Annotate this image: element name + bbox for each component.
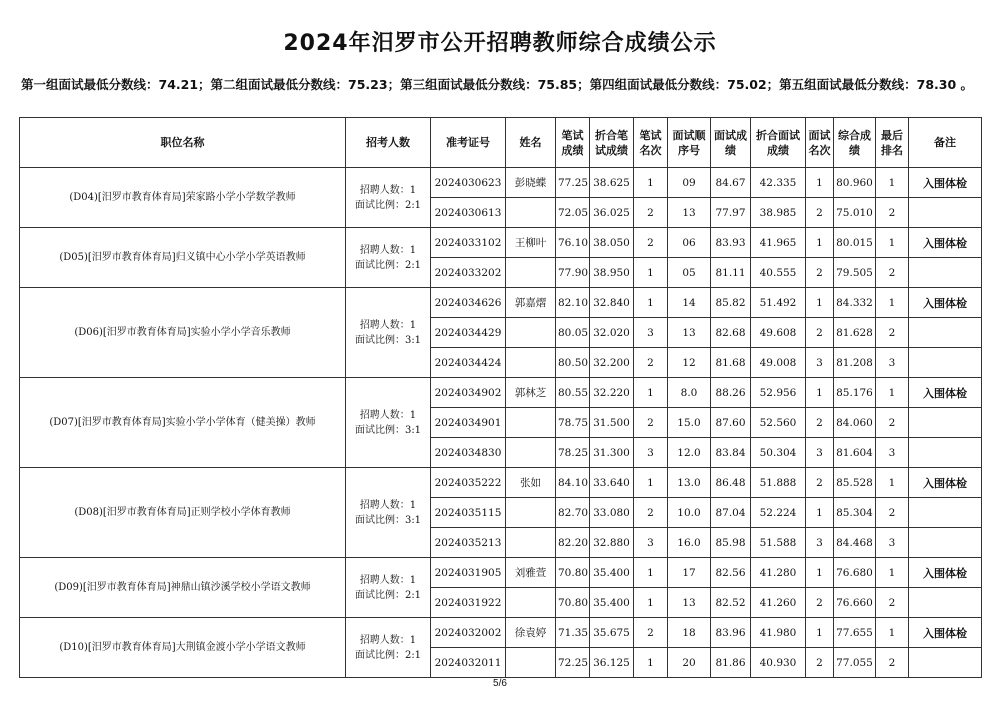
header-cell: 职位名称: [20, 118, 346, 168]
final-rank-cell: 1: [876, 618, 909, 648]
interview-ratio: 面试比例：3:1: [354, 334, 422, 346]
written-score-cell: 78.25: [556, 438, 590, 468]
results-table: [19, 117, 982, 678]
name-cell: 彭晓蝶: [506, 168, 556, 198]
header-cell: 面试成绩: [711, 118, 751, 168]
final-rank-cell: 1: [876, 558, 909, 588]
written-converted-cell: 36.125: [590, 648, 634, 678]
header-cell: 笔试名次: [634, 118, 668, 168]
header-cell: 折合笔试成绩: [590, 118, 634, 168]
written-score-cell: 71.35: [556, 618, 590, 648]
written-converted-cell: 32.880: [590, 528, 634, 558]
interview-score-cell: 85.82: [711, 288, 751, 318]
name-cell: [506, 198, 556, 228]
exam-id-cell: 2024034429: [431, 318, 506, 348]
interview-score-cell: 82.56: [711, 558, 751, 588]
position-name-cell: (D07)[汨罗市教育体育局]实验小学小学体育（健美操）教师: [20, 378, 346, 468]
final-rank-cell: 1: [876, 168, 909, 198]
interview-score-cell: 77.97: [711, 198, 751, 228]
interview-rank-cell: 3: [806, 528, 834, 558]
interview-order-cell: 13.0: [668, 468, 711, 498]
total-score-cell: 80.015: [834, 228, 876, 258]
exam-id-cell: 2024035222: [431, 468, 506, 498]
written-rank-cell: 1: [634, 258, 668, 288]
recruit-count: 招聘人数：1: [359, 574, 417, 586]
page-title: 2024年汨罗市公开招聘教师综合成绩公示: [283, 31, 717, 56]
header-cell: 姓名: [506, 118, 556, 168]
written-converted-cell: 32.200: [590, 348, 634, 378]
interview-score-cell: 81.86: [711, 648, 751, 678]
written-converted-cell: 35.675: [590, 618, 634, 648]
interview-score-cell: 85.98: [711, 528, 751, 558]
interview-score-cell: 81.68: [711, 348, 751, 378]
name-cell: 郭林芝: [506, 378, 556, 408]
written-score-cell: 70.80: [556, 588, 590, 618]
name-cell: 王柳叶: [506, 228, 556, 258]
interview-score-cell: 84.67: [711, 168, 751, 198]
written-converted-cell: 38.950: [590, 258, 634, 288]
interview-order-cell: 18: [668, 618, 711, 648]
interview-ratio: 面试比例：2:1: [354, 259, 422, 271]
interview-order-cell: 20: [668, 648, 711, 678]
final-rank-cell: 2: [876, 498, 909, 528]
header-cell: 笔试成绩: [556, 118, 590, 168]
interview-converted-cell: 41.980: [751, 618, 806, 648]
name-cell: [506, 318, 556, 348]
exam-id-cell: 2024034830: [431, 438, 506, 468]
note-cell: [909, 648, 982, 678]
written-converted-cell: 33.080: [590, 498, 634, 528]
written-rank-cell: 1: [634, 588, 668, 618]
note-cell: 入围体检: [909, 558, 982, 588]
header-cell: 面试名次: [806, 118, 834, 168]
written-score-cell: 76.10: [556, 228, 590, 258]
written-converted-cell: 35.400: [590, 558, 634, 588]
interview-converted-cell: 51.588: [751, 528, 806, 558]
table-row: [20, 468, 982, 498]
exam-id-cell: 2024033202: [431, 258, 506, 288]
recruit-info-cell: [346, 228, 431, 288]
note-cell: [909, 348, 982, 378]
interview-rank-cell: 2: [806, 258, 834, 288]
interview-converted-cell: 38.985: [751, 198, 806, 228]
interview-converted-cell: 52.956: [751, 378, 806, 408]
written-score-cell: 80.05: [556, 318, 590, 348]
interview-rank-cell: 1: [806, 558, 834, 588]
interview-order-cell: 06: [668, 228, 711, 258]
position-name-cell: (D06)[汨罗市教育体育局]实验小学小学音乐教师: [20, 288, 346, 378]
recruit-info-cell: [346, 618, 431, 678]
recruit-count: 招聘人数：1: [359, 319, 417, 331]
header-cell: 备注: [909, 118, 982, 168]
interview-order-cell: 13: [668, 588, 711, 618]
interview-rank-cell: 1: [806, 228, 834, 258]
interview-converted-cell: 52.560: [751, 408, 806, 438]
name-cell: 徐袁婷: [506, 618, 556, 648]
interview-converted-cell: 42.335: [751, 168, 806, 198]
interview-order-cell: 14: [668, 288, 711, 318]
total-score-cell: 84.332: [834, 288, 876, 318]
interview-score-cell: 87.60: [711, 408, 751, 438]
total-score-cell: 79.505: [834, 258, 876, 288]
interview-converted-cell: 49.008: [751, 348, 806, 378]
interview-order-cell: 13: [668, 318, 711, 348]
interview-rank-cell: 2: [806, 318, 834, 348]
interview-score-cell: 83.84: [711, 438, 751, 468]
interview-order-cell: 12: [668, 348, 711, 378]
interview-rank-cell: 1: [806, 288, 834, 318]
recruit-info-cell: [346, 378, 431, 468]
name-cell: [506, 258, 556, 288]
final-rank-cell: 3: [876, 528, 909, 558]
cutoff-scores-line: 第一组面试最低分数线：74.21；第二组面试最低分数线：75.23；第三组面试最低分数线：75.85；第四组面试最低分数线：75.02；第五组面试最低分数线：78.30 。: [21, 77, 974, 92]
written-score-cell: 77.25: [556, 168, 590, 198]
interview-score-cell: 83.93: [711, 228, 751, 258]
total-score-cell: 77.055: [834, 648, 876, 678]
recruit-count: 招聘人数：1: [359, 634, 417, 646]
final-rank-cell: 1: [876, 228, 909, 258]
exam-id-cell: 2024033102: [431, 228, 506, 258]
name-cell: 刘雅萱: [506, 558, 556, 588]
interview-ratio: 面试比例：2:1: [354, 199, 422, 211]
interview-order-cell: 13: [668, 198, 711, 228]
recruit-count: 招聘人数：1: [359, 409, 417, 421]
written-score-cell: 77.90: [556, 258, 590, 288]
written-score-cell: 70.80: [556, 558, 590, 588]
recruit-count: 招聘人数：1: [359, 184, 417, 196]
interview-rank-cell: 2: [806, 408, 834, 438]
exam-id-cell: 2024034626: [431, 288, 506, 318]
written-score-cell: 72.25: [556, 648, 590, 678]
interview-order-cell: 17: [668, 558, 711, 588]
interview-score-cell: 83.96: [711, 618, 751, 648]
interview-rank-cell: 1: [806, 168, 834, 198]
interview-rank-cell: 2: [806, 588, 834, 618]
final-rank-cell: 2: [876, 588, 909, 618]
exam-id-cell: 2024034424: [431, 348, 506, 378]
interview-rank-cell: 3: [806, 438, 834, 468]
note-cell: [909, 198, 982, 228]
interview-order-cell: 09: [668, 168, 711, 198]
written-score-cell: 80.55: [556, 378, 590, 408]
interview-ratio: 面试比例：2:1: [354, 649, 422, 661]
recruit-info-cell: [346, 558, 431, 618]
header-cell: 综合成绩: [834, 118, 876, 168]
exam-id-cell: 2024030613: [431, 198, 506, 228]
recruit-count: 招聘人数：1: [359, 499, 417, 511]
final-rank-cell: 3: [876, 348, 909, 378]
total-score-cell: 80.960: [834, 168, 876, 198]
name-cell: [506, 348, 556, 378]
written-score-cell: 82.20: [556, 528, 590, 558]
written-score-cell: 84.10: [556, 468, 590, 498]
header-cell: 最后排名: [876, 118, 909, 168]
interview-rank-cell: 1: [806, 378, 834, 408]
interview-score-cell: 88.26: [711, 378, 751, 408]
final-rank-cell: 3: [876, 438, 909, 468]
written-score-cell: 82.70: [556, 498, 590, 528]
exam-id-cell: 2024032002: [431, 618, 506, 648]
note-cell: [909, 258, 982, 288]
final-rank-cell: 1: [876, 288, 909, 318]
total-score-cell: 81.208: [834, 348, 876, 378]
written-rank-cell: 2: [634, 498, 668, 528]
total-score-cell: 81.604: [834, 438, 876, 468]
interview-converted-cell: 52.224: [751, 498, 806, 528]
interview-ratio: 面试比例：3:1: [354, 424, 422, 436]
interview-score-cell: 87.04: [711, 498, 751, 528]
interview-order-cell: 16.0: [668, 528, 711, 558]
written-converted-cell: 35.400: [590, 588, 634, 618]
interview-order-cell: 15.0: [668, 408, 711, 438]
note-cell: 入围体检: [909, 168, 982, 198]
written-rank-cell: 1: [634, 468, 668, 498]
written-converted-cell: 32.020: [590, 318, 634, 348]
written-converted-cell: 33.640: [590, 468, 634, 498]
note-cell: [909, 318, 982, 348]
interview-rank-cell: 3: [806, 348, 834, 378]
total-score-cell: 75.010: [834, 198, 876, 228]
interview-order-cell: 05: [668, 258, 711, 288]
written-converted-cell: 31.500: [590, 408, 634, 438]
written-rank-cell: 2: [634, 198, 668, 228]
note-cell: 入围体检: [909, 468, 982, 498]
written-converted-cell: 32.840: [590, 288, 634, 318]
position-name-cell: (D04)[汨罗市教育体育局]荣家路小学小学数学教师: [20, 168, 346, 228]
written-score-cell: 82.10: [556, 288, 590, 318]
interview-order-cell: 8.0: [668, 378, 711, 408]
interview-ratio: 面试比例：2:1: [354, 589, 422, 601]
name-cell: [506, 498, 556, 528]
note-cell: [909, 588, 982, 618]
interview-converted-cell: 40.930: [751, 648, 806, 678]
written-score-cell: 80.50: [556, 348, 590, 378]
final-rank-cell: 1: [876, 468, 909, 498]
note-cell: 入围体检: [909, 618, 982, 648]
interview-rank-cell: 2: [806, 198, 834, 228]
written-converted-cell: 38.625: [590, 168, 634, 198]
written-converted-cell: 38.050: [590, 228, 634, 258]
header-cell: 准考证号: [431, 118, 506, 168]
interview-converted-cell: 49.608: [751, 318, 806, 348]
name-cell: [506, 438, 556, 468]
recruit-info-cell: [346, 168, 431, 228]
written-rank-cell: 1: [634, 378, 668, 408]
table-row: [20, 168, 982, 198]
interview-order-cell: 10.0: [668, 498, 711, 528]
interview-converted-cell: 40.555: [751, 258, 806, 288]
name-cell: 张如: [506, 468, 556, 498]
written-rank-cell: 2: [634, 408, 668, 438]
total-score-cell: 84.060: [834, 408, 876, 438]
total-score-cell: 84.468: [834, 528, 876, 558]
exam-id-cell: 2024035213: [431, 528, 506, 558]
written-rank-cell: 1: [634, 558, 668, 588]
interview-order-cell: 12.0: [668, 438, 711, 468]
position-name-cell: (D08)[汨罗市教育体育局]正则学校小学体育教师: [20, 468, 346, 558]
written-score-cell: 78.75: [556, 408, 590, 438]
recruit-info-cell: [346, 288, 431, 378]
written-rank-cell: 2: [634, 228, 668, 258]
header-cell: 招考人数: [346, 118, 431, 168]
interview-ratio: 面试比例：3:1: [354, 514, 422, 526]
note-cell: [909, 528, 982, 558]
interview-score-cell: 82.68: [711, 318, 751, 348]
total-score-cell: 76.680: [834, 558, 876, 588]
table-row: [20, 558, 982, 588]
written-rank-cell: 2: [634, 348, 668, 378]
name-cell: [506, 408, 556, 438]
name-cell: [506, 588, 556, 618]
total-score-cell: 81.628: [834, 318, 876, 348]
written-converted-cell: 31.300: [590, 438, 634, 468]
interview-score-cell: 86.48: [711, 468, 751, 498]
total-score-cell: 85.304: [834, 498, 876, 528]
recruit-info-cell: [346, 468, 431, 558]
recruit-count: 招聘人数：1: [359, 244, 417, 256]
total-score-cell: 85.528: [834, 468, 876, 498]
exam-id-cell: 2024032011: [431, 648, 506, 678]
interview-converted-cell: 50.304: [751, 438, 806, 468]
exam-id-cell: 2024031905: [431, 558, 506, 588]
written-rank-cell: 3: [634, 438, 668, 468]
written-rank-cell: 3: [634, 528, 668, 558]
position-name-cell: (D10)[汨罗市教育体育局]大荆镇金渡小学小学语文教师: [20, 618, 346, 678]
written-converted-cell: 32.220: [590, 378, 634, 408]
final-rank-cell: 2: [876, 258, 909, 288]
exam-id-cell: 2024030623: [431, 168, 506, 198]
note-cell: [909, 498, 982, 528]
exam-id-cell: 2024034901: [431, 408, 506, 438]
header-cell: 折合面试成绩: [751, 118, 806, 168]
interview-converted-cell: 41.965: [751, 228, 806, 258]
exam-id-cell: 2024031922: [431, 588, 506, 618]
written-rank-cell: 1: [634, 288, 668, 318]
interview-converted-cell: 51.888: [751, 468, 806, 498]
note-cell: 入围体检: [909, 378, 982, 408]
position-name-cell: (D09)[汨罗市教育体育局]神鼎山镇沙溪学校小学语文教师: [20, 558, 346, 618]
interview-rank-cell: 1: [806, 618, 834, 648]
written-score-cell: 72.05: [556, 198, 590, 228]
final-rank-cell: 2: [876, 648, 909, 678]
final-rank-cell: 2: [876, 318, 909, 348]
header-cell: 面试顺序号: [668, 118, 711, 168]
final-rank-cell: 2: [876, 408, 909, 438]
table-row: [20, 228, 982, 258]
name-cell: 郭嘉熠: [506, 288, 556, 318]
note-cell: 入围体检: [909, 288, 982, 318]
total-score-cell: 76.660: [834, 588, 876, 618]
table-row: [20, 618, 982, 648]
table-body: [20, 168, 982, 678]
final-rank-cell: 2: [876, 198, 909, 228]
name-cell: [506, 648, 556, 678]
written-rank-cell: 1: [634, 648, 668, 678]
interview-rank-cell: 2: [806, 648, 834, 678]
written-rank-cell: 2: [634, 618, 668, 648]
exam-id-cell: 2024034902: [431, 378, 506, 408]
table-row: [20, 288, 982, 318]
written-rank-cell: 3: [634, 318, 668, 348]
interview-rank-cell: 1: [806, 498, 834, 528]
written-converted-cell: 36.025: [590, 198, 634, 228]
note-cell: [909, 438, 982, 468]
table-row: [20, 378, 982, 408]
written-rank-cell: 1: [634, 168, 668, 198]
interview-score-cell: 81.11: [711, 258, 751, 288]
interview-score-cell: 82.52: [711, 588, 751, 618]
position-name-cell: (D05)[汨罗市教育体育局]归义镇中心小学小学英语教师: [20, 228, 346, 288]
note-cell: [909, 408, 982, 438]
final-rank-cell: 1: [876, 378, 909, 408]
note-cell: 入围体检: [909, 228, 982, 258]
interview-converted-cell: 41.260: [751, 588, 806, 618]
table-header-row: [20, 118, 982, 168]
interview-rank-cell: 2: [806, 468, 834, 498]
total-score-cell: 85.176: [834, 378, 876, 408]
page-indicator: 5/6: [493, 678, 507, 689]
name-cell: [506, 528, 556, 558]
exam-id-cell: 2024035115: [431, 498, 506, 528]
interview-converted-cell: 51.492: [751, 288, 806, 318]
total-score-cell: 77.655: [834, 618, 876, 648]
interview-converted-cell: 41.280: [751, 558, 806, 588]
